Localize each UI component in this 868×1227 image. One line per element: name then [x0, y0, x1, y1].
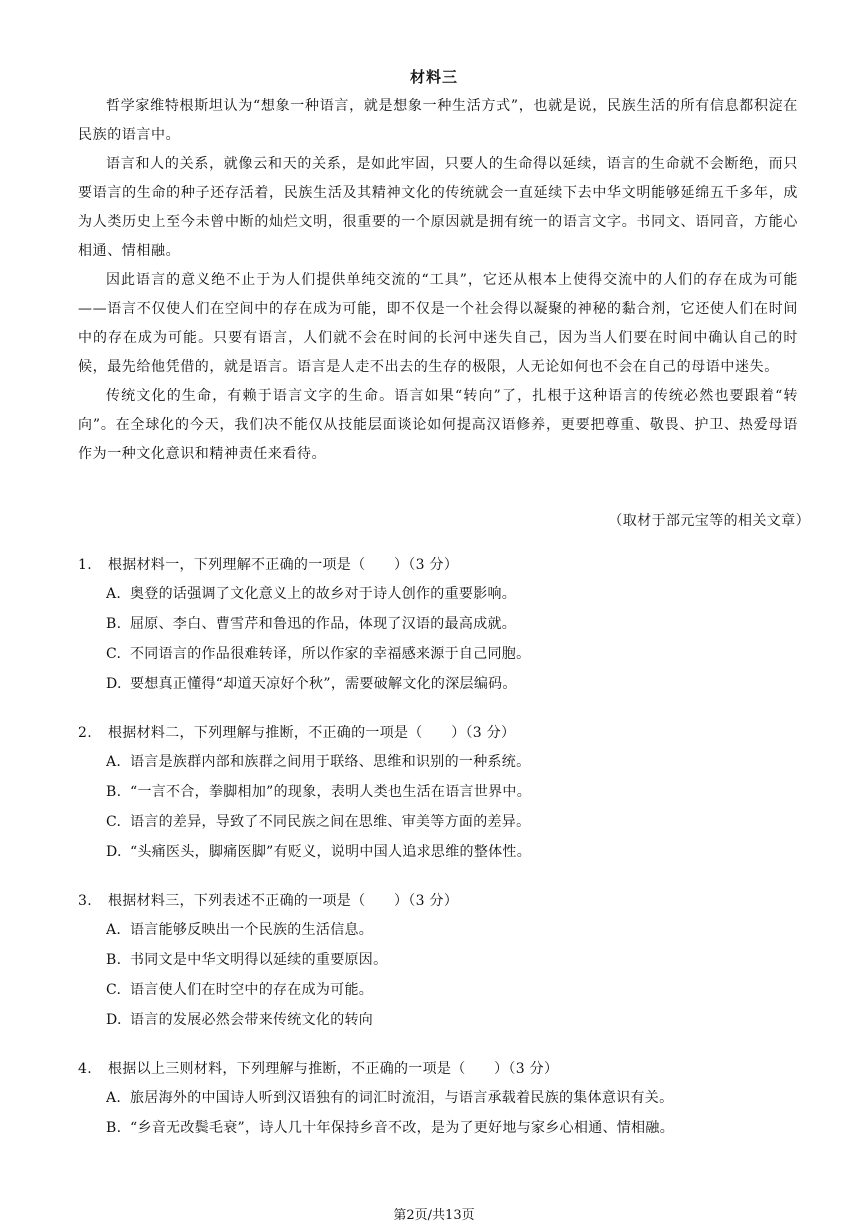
option-letter: B.: [106, 1120, 122, 1136]
question-list: [78, 551, 818, 1163]
question-text: 根据材料三，下列表述不正确的一项是（ ）（3 分）: [108, 893, 459, 909]
paragraph: 语言和人的关系，就像云和天的关系，是如此牢固，只要人的生命得以延续，语言的生命就不会断绝，而只要语言的生命的种子还存活着，民族生活及其精神文化的传统就会一直延续下去中华文明能够延绵五千多年，成为人类历史上至今未曾中断的灿烂文明，很重要的一个原因就是拥有统一的语言文字。书同文、语同音，方能心相通、情相融。: [78, 156, 798, 259]
question-number: 1.: [78, 557, 92, 573]
option-b: [78, 609, 818, 639]
option-text: “一言不合，拳脚相加”的现象，表明人类也生活在语言世界中。: [130, 784, 532, 800]
option-text: 不同语言的作品很难转译，所以作家的幸福感来源于自己同胞。: [130, 646, 531, 662]
option-a: [78, 579, 818, 609]
option-text: 屈原、李白、曹雪芹和鲁迅的作品，体现了汉语的最高成就。: [130, 616, 517, 632]
question-1: [78, 551, 818, 699]
question-number: 2.: [78, 725, 92, 741]
option-text: 语言的发展必然会带来传统文化的转向: [130, 1012, 374, 1028]
option-letter: A.: [106, 754, 122, 770]
option-a: [78, 1083, 818, 1113]
question-text: 根据以上三则材料，下列理解与推断，不正确的一项是（ ）（3 分）: [108, 1061, 559, 1077]
option-d: [78, 1005, 818, 1035]
option-letter: D.: [106, 676, 122, 692]
option-text: “头痛医头，脚痛医脚”有贬义，说明中国人追求思维的整体性。: [130, 844, 532, 860]
option-letter: C.: [106, 982, 122, 998]
page-number-footer: 第2页/共13页: [393, 1208, 475, 1223]
paragraph: 传统文化的生命，有赖于语言文字的生命。语言如果“转向”了，扎根于这种语言的传统必然也要跟着“转向”。在全球化的今天，我们决不能仅从技能层面谈论如何提高汉语修养，更要把尊重、敬畏、护卫、热爱母语作为一种文化意识和精神责任来看待。: [78, 388, 798, 462]
option-text: 要想真正懂得“却道天凉好个秋”，需要破解文化的深层编码。: [130, 676, 517, 692]
option-text: 书同文是中华文明得以延续的重要原因。: [130, 952, 388, 968]
question-4: [78, 1055, 818, 1143]
question-2: [78, 719, 818, 867]
option-a: [78, 915, 818, 945]
option-c: [78, 639, 818, 669]
option-c: [78, 807, 818, 837]
option-text: “乡音无改鬓毛衰”，诗人几十年保持乡音不改，是为了更好地与家乡心相通、情相融。: [130, 1120, 675, 1136]
section-title: 材料三: [409, 68, 458, 86]
question-stem: [78, 719, 818, 747]
option-text: 奥登的话强调了文化意义上的故乡对于诗人创作的重要影响。: [130, 586, 517, 602]
option-letter: A.: [106, 586, 122, 602]
option-b: [78, 945, 818, 975]
option-text: 语言是族群内部和族群之间用于联络、思维和识别的一种系统。: [130, 754, 531, 770]
option-b: [78, 1113, 818, 1143]
option-letter: C.: [106, 814, 122, 830]
passage: [78, 92, 798, 469]
option-letter: C.: [106, 646, 122, 662]
question-stem: [78, 551, 818, 579]
question-number: 4.: [78, 1061, 92, 1077]
option-text: 语言的差异，导致了不同民族之间在思维、审美等方面的差异。: [130, 814, 531, 830]
option-letter: A.: [106, 1090, 122, 1106]
option-d: [78, 837, 818, 867]
option-d: [78, 669, 818, 699]
question-3: [78, 887, 818, 1035]
option-c: [78, 975, 818, 1005]
option-letter: D.: [106, 1012, 122, 1028]
option-text: 旅居海外的中国诗人听到汉语独有的词汇时流泪，与语言承载着民族的集体意识有关。: [130, 1090, 674, 1106]
option-a: [78, 747, 818, 777]
source-citation: （取材于部元宝等的相关文章）: [608, 513, 810, 529]
option-letter: D.: [106, 844, 122, 860]
question-number: 3.: [78, 893, 92, 909]
option-text: 语言使人们在时空中的存在成为可能。: [130, 982, 374, 998]
option-letter: A.: [106, 922, 122, 938]
option-text: 语言能够反映出一个民族的生活信息。: [130, 922, 374, 938]
option-b: [78, 777, 818, 807]
option-letter: B.: [106, 784, 122, 800]
question-stem: [78, 887, 818, 915]
paragraph: 哲学家维特根斯坦认为“想象一种语言，就是想象一种生活方式”，也就是说，民族生活的所有信息都积淀在民族的语言中。: [78, 98, 798, 143]
paragraph: 因此语言的意义绝不止于为人们提供单纯交流的“工具”，它还从根本上使得交流中的人们的存在成为可能——语言不仅使人们在空间中的存在成为可能，即不仅是一个社会得以凝聚的神秘的黏合剂，它还使人们在时间中的存在成为可能。只要有语言，人们就不会在时间的长河中迷失自己，因为当人们要在时间中确认自己的时候，最先给他凭借的，就是语言。语言是人走不出去的生存的极限，人无论如何也不会在自己的母语中迷失。: [78, 272, 798, 375]
option-letter: B.: [106, 616, 122, 632]
question-text: 根据材料一，下列理解不正确的一项是（ ）（3 分）: [108, 557, 459, 573]
question-stem: [78, 1055, 818, 1083]
option-letter: B.: [106, 952, 122, 968]
question-text: 根据材料二，下列理解与推断，不正确的一项是（ ）（3 分）: [108, 725, 516, 741]
